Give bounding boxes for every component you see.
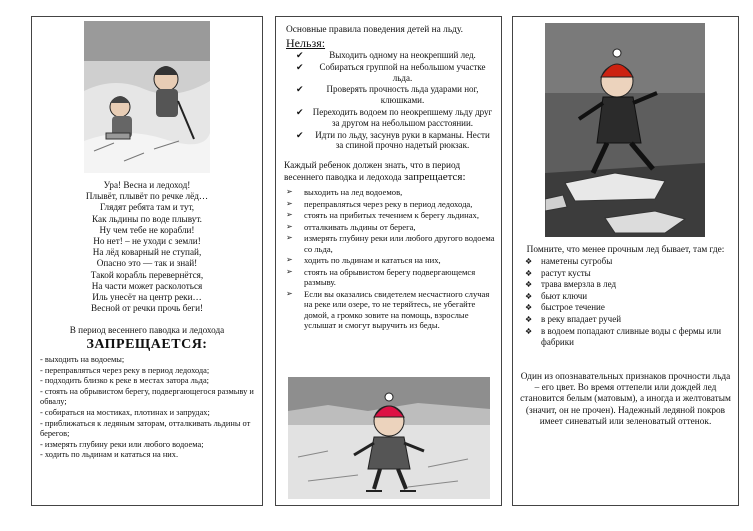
- poem-line: На части может расколоться: [91, 280, 203, 291]
- list-item: ✔ Проверять прочность льда ударами ног, клюшками.: [296, 84, 479, 106]
- list-item: - ходить по льдинам и кататься на них.: [40, 450, 179, 460]
- arrow-icon: ➢: [286, 210, 293, 219]
- list-item: - приближаться к ледяным заторам, отталкивать льдины от берегов;: [40, 418, 251, 439]
- left-panel: [31, 16, 263, 506]
- list-item: ❖ бьют ключи: [525, 290, 588, 301]
- poem: [32, 180, 262, 314]
- list-item: ➢ ходить по льдинам и кататься на них,: [286, 255, 441, 265]
- prohibited-list: [40, 355, 256, 461]
- poem-line: Как льдины по воде плывут.: [92, 213, 202, 224]
- list-item: ➢ измерять глубину реки или любого другого водоема со льда,: [286, 233, 495, 254]
- list-item: ➢ стоять на обрывистом берегу подвергающемся размыву.: [286, 266, 476, 287]
- list-item: ❖ в реку впадает ручей: [525, 313, 622, 324]
- list-item: ➢ стоять на прибитых течением к берегу льдинах,: [286, 210, 479, 220]
- poem-line: Такой корабль перевернётся,: [90, 269, 204, 280]
- list-item: ❖ быстрое течение: [525, 302, 605, 313]
- list-item: ❖ в водоем попадают сливные воды с фермы или фабрики: [525, 325, 722, 348]
- diamond-bullet-icon: ❖: [525, 291, 533, 301]
- diamond-bullet-icon: ❖: [525, 257, 533, 266]
- child-skating-picture: [288, 377, 490, 499]
- prohibited-subheading: В период весеннего паводка и ледохода: [69, 325, 225, 335]
- arrow-icon: ➢: [286, 288, 293, 298]
- check-icon: ✔: [296, 84, 304, 95]
- list-item: - измерять глубину реки или любого водоема;: [40, 439, 204, 449]
- list-item: - подходить близко к реке в местах затора льда;: [40, 376, 209, 386]
- diamond-bullet-icon: ❖: [525, 303, 533, 313]
- check-icon: ✔: [296, 61, 304, 72]
- poem-line: Весной от речки прочь беги!: [90, 303, 204, 314]
- list-item: - выходить на водоемы;: [40, 355, 125, 364]
- list-item: ➢ отталкивать льдины от берега,: [286, 221, 416, 232]
- arrow-icon: ➢: [286, 221, 293, 231]
- diamond-bullet-icon: ❖: [525, 280, 533, 290]
- poem-line: Ура! Весна и ледоход!: [103, 180, 191, 190]
- list-item: ➢ Если вы оказались свидетелем несчастного случая на реке или озере, то не теряйтесь, не убегайте домой, а громко зовите на помощь, взрослые услышат и смогут выручить из беды.: [286, 288, 490, 330]
- middle-panel: [275, 16, 502, 506]
- list-item: ✔ Переходить водоем по неокрепшему льду друг за другом на небольшом расстоянии.: [296, 106, 493, 128]
- remember-heading: Помните, что менее прочным лед бывает, там где:: [526, 245, 725, 255]
- poem-line: Плывёт, плывёт по речке лёд…: [85, 191, 209, 202]
- poem-line: На лёд коварный не ступай,: [92, 247, 202, 258]
- right-panel: [512, 16, 739, 506]
- children-on-ice-picture: [84, 21, 210, 173]
- know-text: Каждый ребенок должен знать, что в период весеннего паводка и ледохода запрещается:: [284, 161, 466, 183]
- list-item: - переправляться через реку в период ледохода;: [40, 365, 210, 375]
- list-item: ✔ Выходить одному на неокрепший лед.: [296, 50, 476, 60]
- forbidden-heading: Нельзя:: [286, 36, 326, 50]
- list-item: - стоять на обрывистом берегу, подвергающегося размыву и обвалу;: [40, 386, 254, 407]
- poem-line: Опасно это — так и знай!: [96, 258, 198, 269]
- arrow-icon: ➢: [286, 198, 293, 208]
- forbidden-list: [294, 50, 493, 152]
- list-item: ❖ трава вмерзла в лед: [525, 279, 617, 290]
- arrow-icon: ➢: [286, 255, 293, 264]
- poem-line: Ну чем тебе не корабли!: [99, 224, 195, 235]
- check-icon: ✔: [296, 106, 304, 117]
- diamond-bullet-icon: ❖: [525, 268, 533, 278]
- list-item: ➢ переправляться через реку в период ледохода,: [286, 198, 473, 209]
- check-icon: ✔: [296, 129, 304, 140]
- weak-ice-list: [523, 256, 732, 349]
- list-item: - собираться на мостиках, плотинах и запрудах;: [40, 407, 210, 417]
- prohibited-heading: ЗАПРЕЩАЕТСЯ:: [86, 337, 208, 352]
- arrow-icon: ➢: [286, 187, 293, 196]
- list-item: ✔ Идти по льду, засунув руки в карманы. Нести за спиной прочно надетый рюкзак.: [296, 129, 490, 151]
- list-item: ✔ Собираться группой на небольшом участке льда.: [296, 61, 486, 83]
- spring-prohibited-list: [286, 187, 495, 332]
- arrow-icon: ➢: [286, 266, 293, 276]
- child-on-ice-floe-picture: [545, 23, 705, 237]
- rules-title: Основные правила поведения детей на льду.: [286, 25, 463, 35]
- list-item: ➢ выходить на лед водоемов,: [286, 187, 403, 197]
- poem-line: Иль унесёт на центр реки…: [92, 292, 202, 303]
- diamond-bullet-icon: ❖: [525, 314, 533, 324]
- poem-line: Глядят ребята там и тут,: [99, 202, 195, 213]
- diamond-bullet-icon: ❖: [525, 326, 533, 336]
- list-item: ❖ растут кусты: [525, 267, 591, 278]
- poem-line: Но нет! – не уходи с земли!: [93, 236, 201, 247]
- list-item: ❖ наметены сугробы: [525, 256, 613, 266]
- arrow-icon: ➢: [286, 233, 293, 242]
- ice-color-note: Один из опознавательных признаков прочности льда – его цвет. Во время оттепели или дождей лед становится белым (матовым), а иногда и желтоватым (значит, он не прочен). Надежный ледяной покров имеет синеватый или зеленоватый оттенок.: [520, 372, 731, 427]
- check-icon: ✔: [296, 50, 304, 60]
